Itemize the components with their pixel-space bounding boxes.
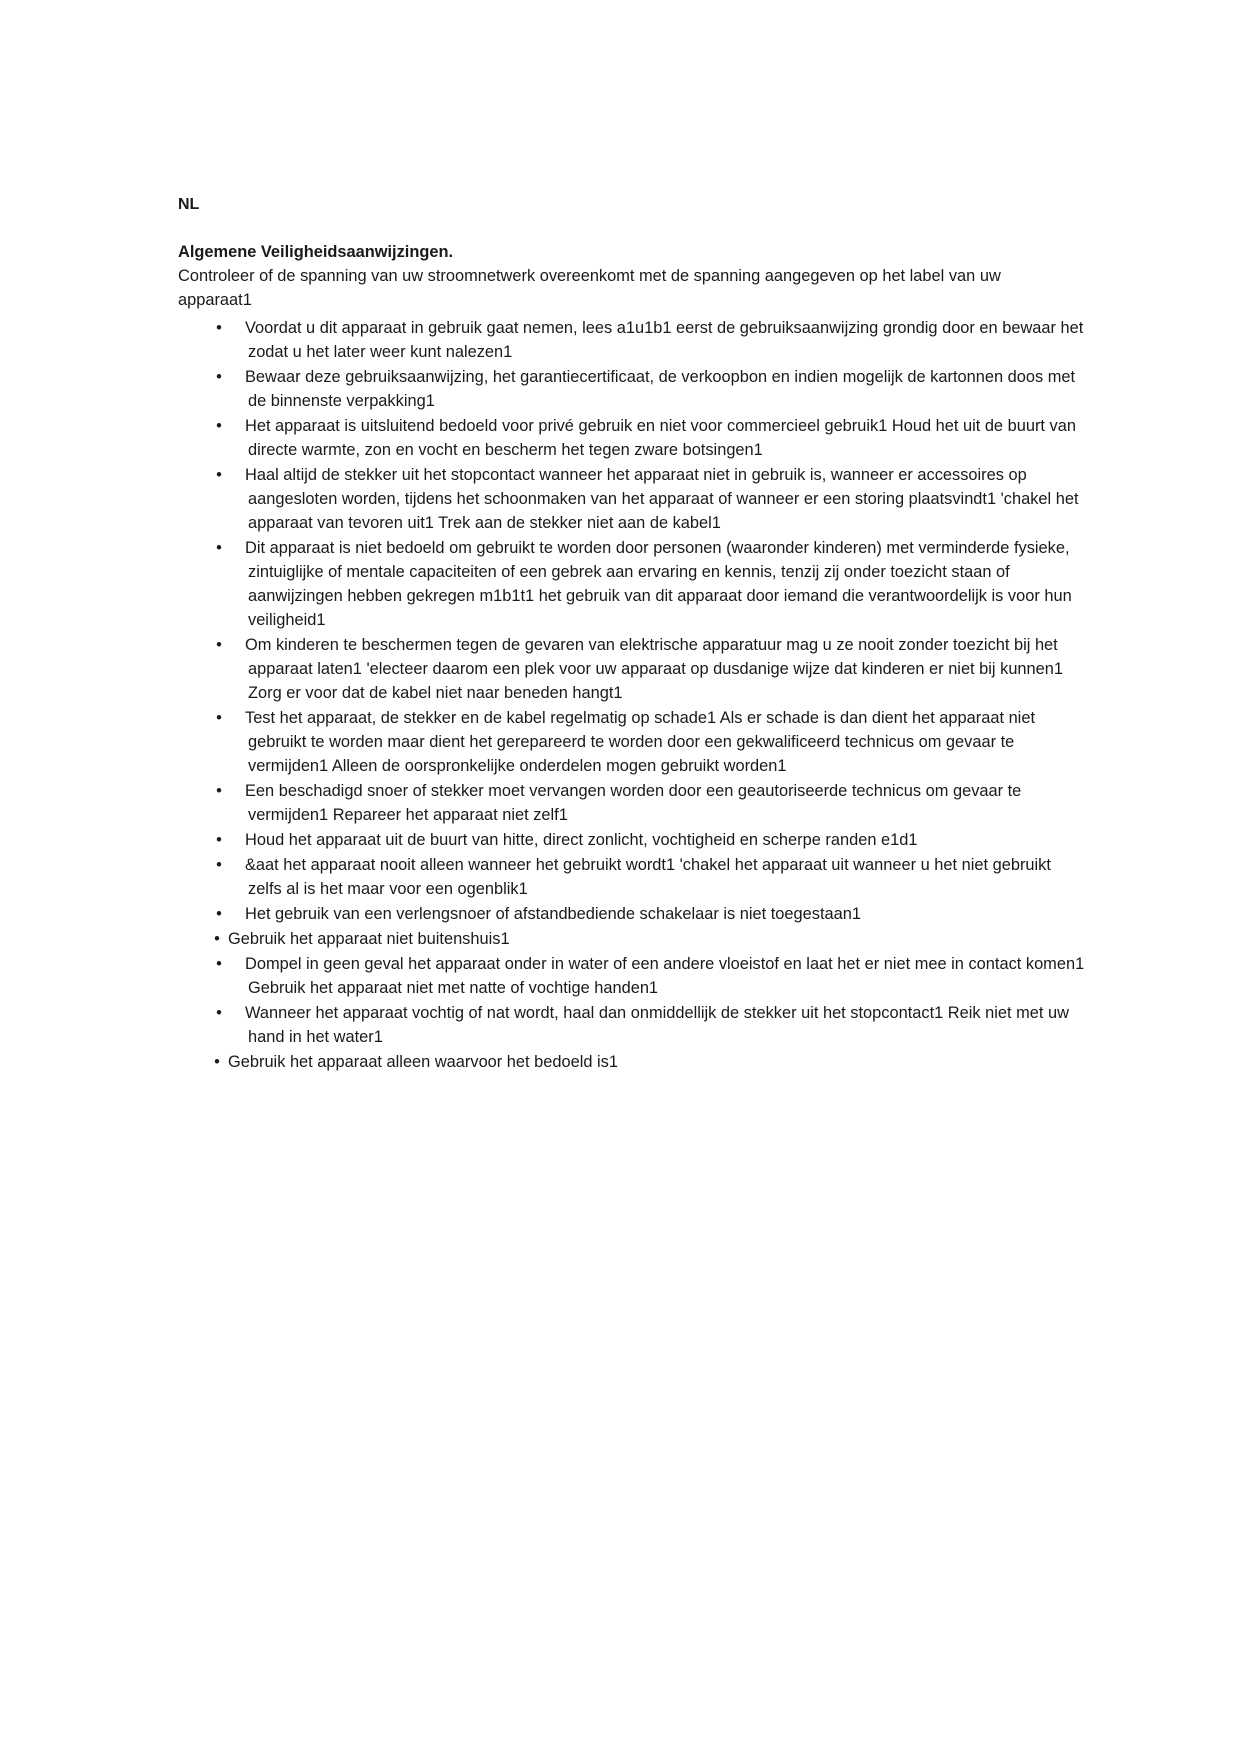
list-item	[178, 463, 1088, 535]
list-item	[178, 952, 1088, 1000]
list-item	[178, 633, 1088, 705]
list-item-text: Gebruik het apparaat alleen waarvoor het bedoeld is1	[228, 1053, 618, 1071]
bullet-icon: •	[216, 319, 222, 337]
safety-list	[178, 316, 1088, 1074]
bullet-icon: •	[216, 955, 222, 973]
list-item-text: Een beschadigd snoer of stekker moet vervangen worden door een geautoriseerde technicus om gevaar te vermijden1 Repareer het apparaat niet zelf1	[245, 782, 1022, 824]
bullet-icon: •	[214, 930, 220, 948]
intro-paragraph: Controleer of de spanning van uw stroomnetwerk overeenkomt met de spanning aangegeven op het label van uw apparaat1	[178, 267, 1001, 309]
bullet-icon: •	[216, 905, 222, 923]
list-item-text: Test het apparaat, de stekker en de kabel regelmatig op schade1 Als er schade is dan dient het apparaat niet gebruikt te worden maar dient het gerepareerd te worden door een gekwalificeerd technicus om gevaar te vermijden1 Alleen de oorspronkelijke onderdelen mogen gebruikt worden1	[245, 709, 1035, 775]
list-item-text: Bewaar deze gebruiksaanwijzing, het garantiecertificaat, de verkoopbon en indien mogelijk de kartonnen doos met de binnenste verpakking1	[245, 368, 1076, 410]
section-heading: Algemene Veiligheidsaanwijzingen.	[178, 243, 454, 261]
list-item-text: Het apparaat is uitsluitend bedoeld voor privé gebruik en niet voor commercieel gebruik1 Houd het uit de buurt van directe warmte, zon en vocht en bescherm het tegen zware botsingen1	[245, 417, 1076, 459]
bullet-icon: •	[216, 709, 222, 727]
list-item	[178, 1001, 1088, 1049]
bullet-icon: •	[216, 636, 222, 654]
list-item	[178, 779, 1088, 827]
bullet-icon: •	[216, 539, 222, 557]
list-item-text: Houd het apparaat uit de buurt van hitte, direct zonlicht, vochtigheid en scherpe randen e1d1	[245, 831, 918, 849]
list-item-text: Voordat u dit apparaat in gebruik gaat nemen, lees a1u1b1 eerst de gebruiksaanwijzing grondig door en bewaar het zodat u het later weer kunt nalezen1	[245, 319, 1084, 361]
list-item	[178, 927, 1088, 951]
bullet-icon: •	[216, 856, 222, 874]
list-item	[178, 1050, 1088, 1074]
list-item-text: Het gebruik van een verlengsnoer of afstandbediende schakelaar is niet toegestaan1	[245, 905, 861, 923]
list-item-text: Dit apparaat is niet bedoeld om gebruikt te worden door personen (waaronder kinderen) met verminderde fysieke, zintuiglijke of mentale capaciteiten of een gebrek aan ervaring en kennis, tenzij zij onder toezicht staan of aanwijzingen hebben gekregen m1b1t1 het gebruik van dit apparaat door iemand die verantwoordelijk is voor hun veiligheid1	[245, 539, 1072, 629]
bullet-icon: •	[216, 782, 222, 800]
list-item-text: Haal altijd de stekker uit het stopcontact wanneer het apparaat niet in gebruik is, wanneer er accessoires op aangesloten worden, tijdens het schoonmaken van het apparaat of wanneer er een storing plaatsvindt1 'chakel het apparaat van tevoren uit1 Trek aan de stekker niet aan de kabel1	[245, 466, 1079, 532]
list-item	[178, 536, 1088, 632]
list-item	[178, 828, 1088, 852]
bullet-icon: •	[216, 831, 222, 849]
language-code: NL	[178, 196, 200, 213]
list-item-text: Om kinderen te beschermen tegen de gevaren van elektrische apparatuur mag u ze nooit zonder toezicht bij het apparaat laten1 'electeer daarom een plek voor uw apparaat op dusdanige wijze dat kinderen er niet bij kunnen1 Zorg er voor dat de kabel niet naar beneden hangt1	[245, 636, 1064, 702]
safety-section	[178, 240, 1088, 1075]
list-item-text: Dompel in geen geval het apparaat onder in water of een andere vloeistof en laat het er niet mee in contact komen1 Gebruik het apparaat niet met natte of vochtige handen1	[245, 955, 1085, 997]
list-item	[178, 365, 1088, 413]
bullet-icon: •	[214, 1053, 220, 1071]
list-item	[178, 316, 1088, 364]
bullet-icon: •	[216, 1004, 222, 1022]
bullet-icon: •	[216, 417, 222, 435]
list-item	[178, 853, 1088, 901]
list-item	[178, 706, 1088, 778]
list-item	[178, 902, 1088, 926]
list-item	[178, 414, 1088, 462]
list-item-text: Wanneer het apparaat vochtig of nat wordt, haal dan onmiddellijk de stekker uit het stopcontact1 Reik niet met uw hand in het water1	[245, 1004, 1069, 1046]
list-item-text: Gebruik het apparaat niet buitenshuis1	[228, 930, 510, 948]
bullet-icon: •	[216, 466, 222, 484]
bullet-icon: •	[216, 368, 222, 386]
list-item-text: &aat het apparaat nooit alleen wanneer het gebruikt wordt1 'chakel het apparaat uit wanneer u het niet gebruikt zelfs al is het maar voor een ogenblik1	[245, 856, 1051, 898]
